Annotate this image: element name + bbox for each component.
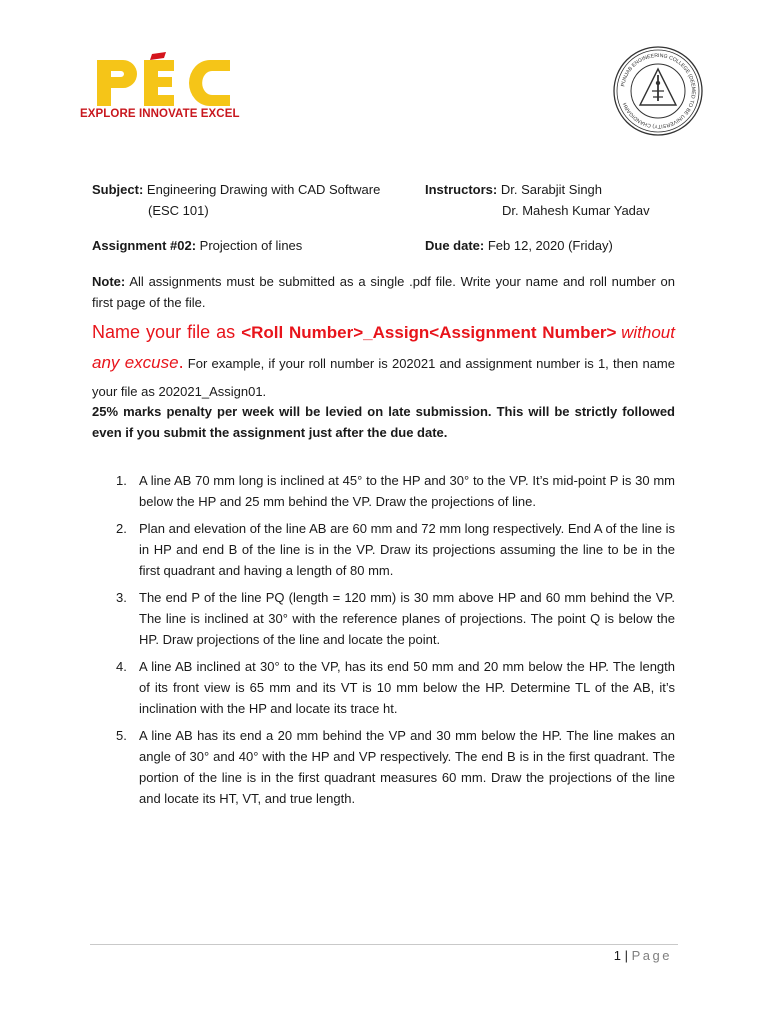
note-text: All assignments must be submitted as a single .pdf file. Write your name and roll number on first page of the file. (92, 274, 675, 310)
question-text: A line AB 70 mm long is inclined at 45° to the HP and 30° to the VP. It’s mid-point P is 30 mm below the HP and 25 mm behind the VP. Draw the projections of line. (139, 473, 675, 509)
page-number: 1 (613, 948, 622, 963)
filename-emphasis: without any excuse (92, 323, 675, 372)
due-date-value: Feb 12, 2020 (Friday) (487, 238, 613, 253)
question-item (92, 470, 675, 512)
instructor-1: Dr. Sarabjit Singh (500, 182, 603, 197)
question-text: The end P of the line PQ (length = 120 mm) is 30 mm above HP and 60 mm behind the VP. The line is inclined at 30° with the reference planes of projections. The point Q is below the HP. Draw projections of the line and locate the point. (139, 590, 675, 647)
assignment-line (92, 235, 302, 256)
instructors-label: Instructors: (425, 182, 498, 197)
page-footer (614, 948, 672, 963)
question-item (92, 518, 675, 581)
note-paragraph (92, 271, 675, 313)
question-number: 5. (116, 728, 127, 743)
footer-divider (90, 944, 678, 945)
filename-pattern: <Roll Number>_Assign<Assignment Number> (241, 323, 617, 342)
due-date-line (425, 235, 613, 256)
question-item (92, 587, 675, 650)
college-seal (612, 45, 704, 137)
page-label: Page (631, 948, 672, 963)
question-number: 4. (116, 659, 127, 674)
question-list (92, 470, 675, 815)
instructor-2: Dr. Mahesh Kumar Yadav (502, 203, 650, 218)
question-number: 1. (116, 473, 127, 488)
filename-example: For example, if your roll number is 202021 and assignment number is 1, then name your file as 202021_Assign01. (92, 356, 675, 399)
subject-line (92, 179, 380, 200)
pec-logo-mark (80, 52, 240, 108)
penalty-notice: 25% marks penalty per week will be levied on late submission. This will be strictly followed even if you submit the assignment just after the due date. (92, 404, 675, 440)
subject-code: (ESC 101) (148, 203, 209, 218)
filename-period: . (178, 352, 184, 372)
question-number: 2. (116, 521, 127, 536)
question-number: 3. (116, 590, 127, 605)
note-label: Note: (92, 274, 126, 289)
question-text: A line AB has its end a 20 mm behind the VP and 30 mm below the HP. The line makes an angle of 30° and 40° with the HP and VP respectively. The end B is in the first quadrant. The portion of the line is in the first quadrant measures 60 mm. Draw the projections of the line and locate its HT, VT, and true length. (139, 728, 675, 806)
assignment-label: Assignment #02: (92, 238, 197, 253)
question-text: A line AB inclined at 30° to the VP, has its end 50 mm and 20 mm below the HP. The length of its front view is 65 mm and its VT is 10 mm below the HP. Determine TL of the AB, it’s inclination with the HP and locate its trace ht. (139, 659, 675, 716)
question-item (92, 725, 675, 809)
instructors-line (425, 179, 602, 200)
page-separator: | (621, 948, 632, 963)
due-date-label: Due date: (425, 238, 485, 253)
seal-text: PUNJAB ENGINEERING COLLEGE (DEEMED TO BE UNIVERSITY) CHANDIGARH (620, 52, 697, 130)
question-item (92, 656, 675, 719)
question-text: Plan and elevation of the line AB are 60 mm and 72 mm long respectively. End A of the line is in HP and end B of the line is in the VP. Draw its projections assuming the line to be in the first quadrant and having a length of 80 mm. (139, 521, 675, 578)
filename-prefix: Name your file as (92, 322, 242, 342)
subject-label: Subject: (92, 182, 144, 197)
subject-value: Engineering Drawing with CAD Software (146, 182, 381, 197)
filename-rule (92, 318, 675, 406)
logo-tagline: EXPLORE INNOVATE EXCEL (80, 108, 240, 120)
pec-logo (80, 52, 240, 126)
assignment-value: Projection of lines (199, 238, 303, 253)
